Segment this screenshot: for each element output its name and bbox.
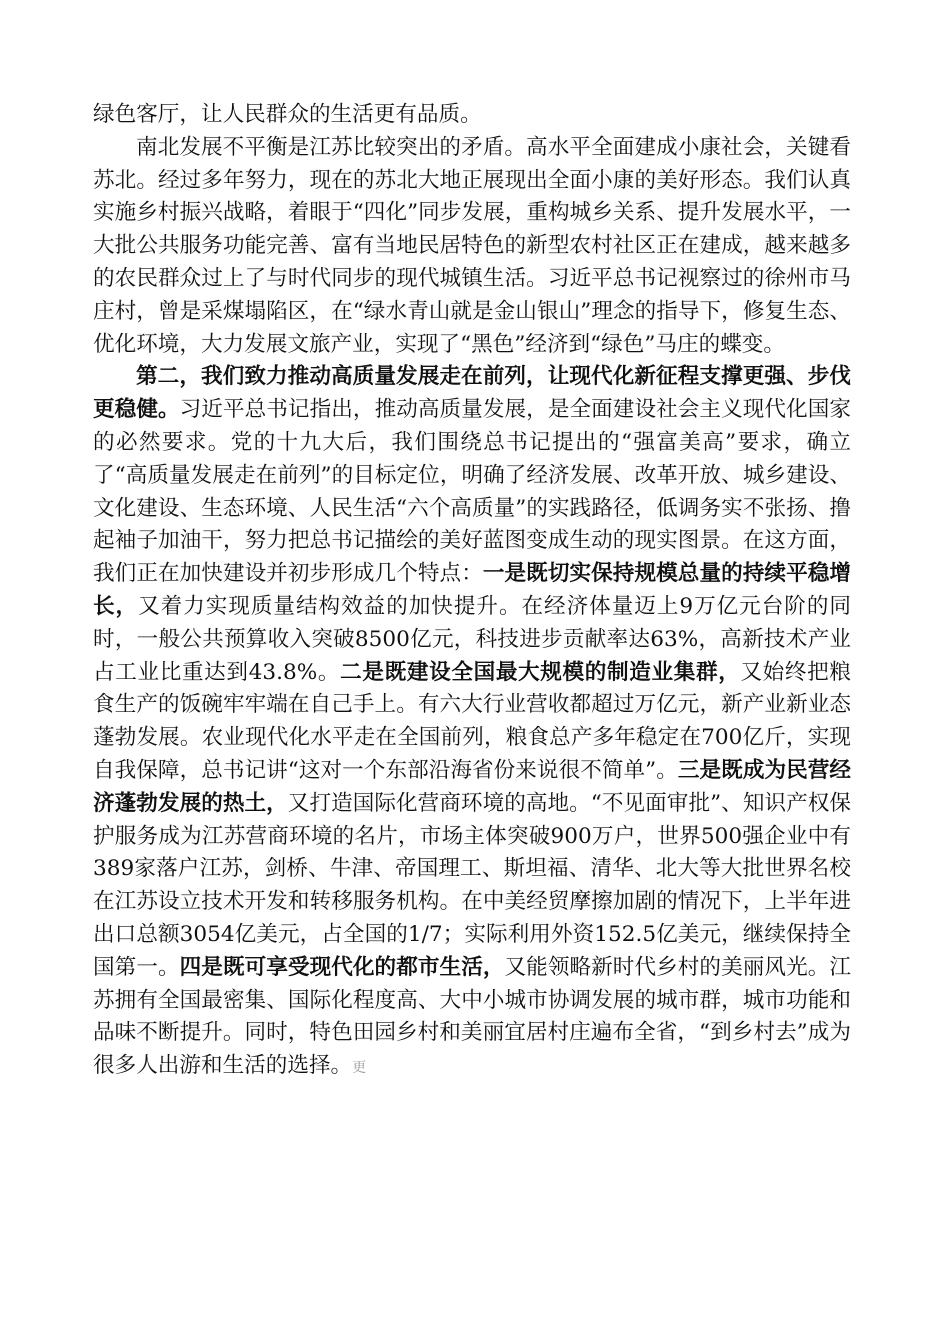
point-two-heading: 二是既建设全国最大规模的制造业集群， [340, 659, 741, 685]
point-three-heading: 三是既成为民营经济蓬勃发展的热土， [93, 757, 851, 816]
paragraph-1-text: 绿色客厅，让人民群众的生活更有品质。 [93, 102, 482, 127]
paragraph-3-text-2: 又着力实现质量结构效益的加快提升。在经济体量迈上9万亿元台阶的同时，一般公共预算收入突破8500亿元，科技进步贡献率达63%，高新技术产业占工业比重达到43.8%。 [93, 593, 851, 685]
paragraph-2-text: 南北发展不平衡是江苏比较突出的矛盾。高水平全面建成小康社会，关键看苏北。经过多年努力，现在的苏北大地正展现出全面小康的美好形态。我们认真实施乡村振兴战略，着眼于“四化”同步发展，重构城乡关系、提升发展水平，一大批公共服务功能完善、富有当地民居特色的新型农村社区正在建成，越来越多的农民群众过上了与时代同步的现代城镇生活。习近平总书记视察过的徐州市马庄村，曾是采煤塌陷区，在“绿水青山就是金山银山”理念的指导下，修复生态、优化环境，大力发展文旅产业，实现了“黑色”经济到“绿色”马庄的蝶变。 [93, 134, 851, 357]
document-page [93, 99, 851, 1085]
truncated-trailing-text: 更 [352, 1060, 367, 1077]
paragraph-1 [93, 99, 851, 132]
point-four-heading: 四是既可享受现代化的都市生活， [179, 954, 505, 980]
paragraph-2 [93, 132, 851, 362]
point-one-heading: 一是既切实保持规模总量的持续平稳增长， [93, 561, 851, 619]
paragraph-3 [93, 361, 851, 1085]
paragraph-3-text-1: 习近平总书记指出，推动高质量发展，是全面建设社会主义现代化国家的必然要求。党的十九大后，我们围绕总书记提出的“强富美高”要求，确立了“高质量发展走在前列”的目标定位，明确了经济发展、改革开放、城乡建设、文化建设、生态环境、人民生活“六个高质量”的实践路径，低调务实不张扬、撸起袖子加油干，努力把总书记描绘的美好蓝图变成生动的现实图景。在这方面，我们正在加快建设并初步形成几个特点： [93, 397, 851, 587]
paragraph-3-text-4: 又打造国际化营商环境的高地。“不见面审批”、知识产权保护服务成为江苏营商环境的名片，市场主体突破900万户，世界500强企业中有389家落户江苏，剑桥、牛津、帝国理工、斯坦福、清华、北大等大批世界名校在江苏设立技术开发和转移服务机构。在中美经贸摩擦加剧的情况下，上半年进出口总额3054亿美元，占全国的1/7；实际利用外资152.5亿美元，继续保持全国第一。 [93, 790, 851, 980]
paragraph-3-text-3: 又始终把粮食生产的饭碗牢牢端在自己手上。有六大行业营收都超过万亿元，新产业新业态蓬勃发展。农业现代化水平走在全国前列，粮食总产多年稳定在700亿斤，实现自我保障，总书记讲“这对一个东部沿海省份来说很不简单”。 [93, 659, 851, 783]
section-heading-second: 第二，我们致力推动高质量发展走在前列，让现代化新征程支撑更强、步伐更稳健。 [93, 364, 851, 423]
paragraph-3-text-5: 又能领略新时代乡村的美丽风光。江苏拥有全国最密集、国际化程度高、大中小城市协调发展的城市群，城市功能和品味不断提升。同时，特色田园乡村和美丽宜居村庄遍布全省，“到乡村去”成为很多人出游和生活的选择。 [93, 954, 851, 1079]
